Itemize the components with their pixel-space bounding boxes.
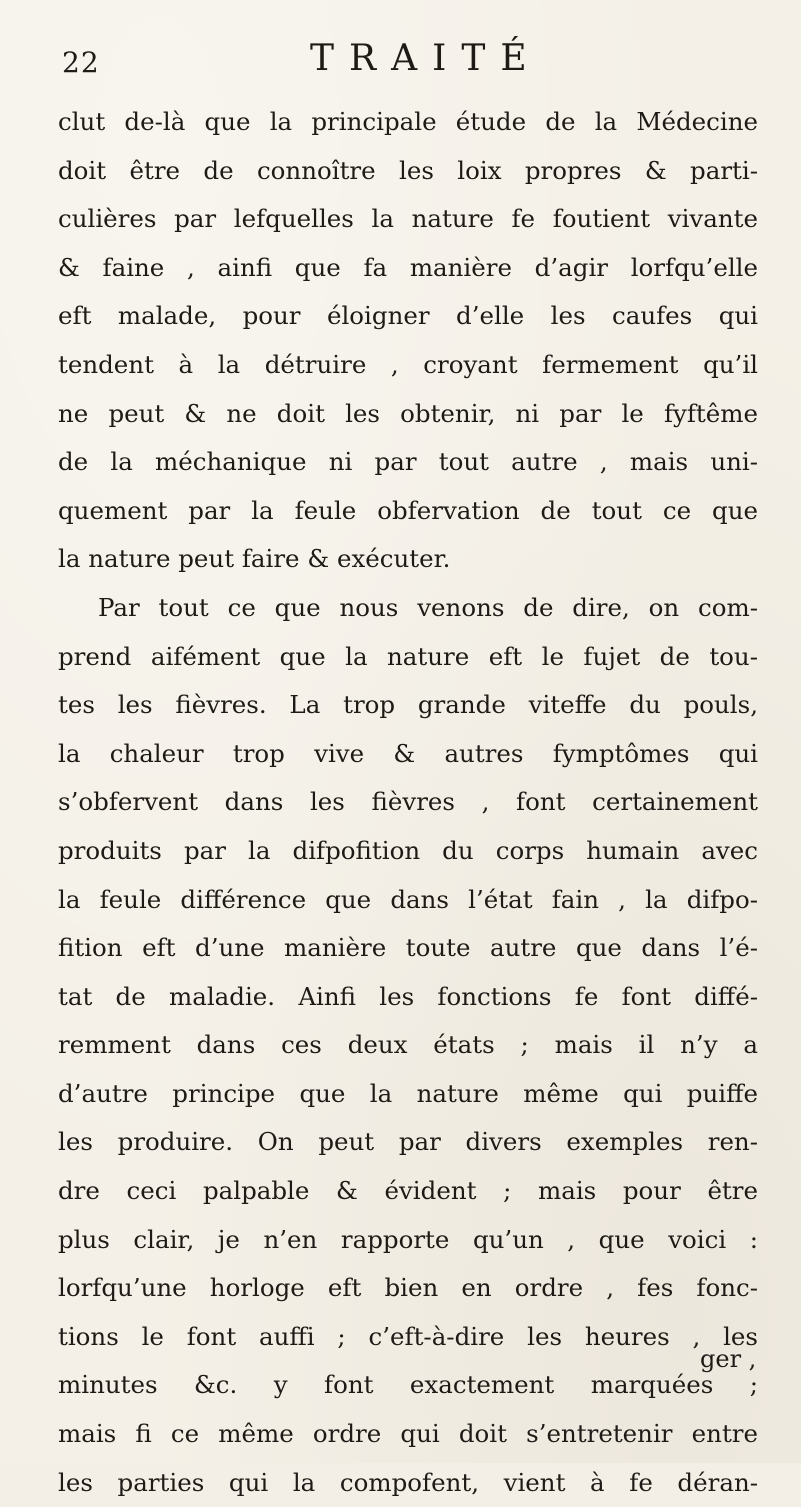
text-line: la nature peut faire & exécuter. xyxy=(58,544,451,574)
text-line: culières par lefquelles la nature fe foutient vivante xyxy=(58,204,758,234)
text-line: minutes &c. y font exactement marquées ; xyxy=(58,1370,758,1400)
text-line: la feule différence que dans l’état fain , la difpo- xyxy=(58,884,758,914)
text-line: tendent à la détruire , croyant fermement qu’il xyxy=(58,349,758,379)
text-line: lorfqu’une horloge eft bien en ordre , fes fonc- xyxy=(58,1273,758,1303)
running-title: TRAITÉ xyxy=(310,38,542,79)
body-text xyxy=(58,98,758,1507)
text-line: quement par la feule obfervation de tout ce que xyxy=(58,495,758,525)
text-line: prend aifément que la nature eft le fujet de tou- xyxy=(58,641,758,671)
text-line: plus clair, je n’en rapporte qu’un , que voici : xyxy=(58,1224,758,1254)
text-line: la chaleur trop vive & autres fymptômes qui xyxy=(58,738,758,768)
text-line: d’autre principe que la nature même qui puiffe xyxy=(58,1078,758,1108)
text-line: doit être de connoître les loix propres & parti- xyxy=(58,155,758,185)
text-line: les produire. On peut par divers exemples ren- xyxy=(58,1127,758,1157)
text-line: fition eft d’une manière toute autre que dans l’é- xyxy=(58,933,758,963)
text-line: Par tout ce que nous venons de dire, on com- xyxy=(98,592,758,622)
text-line: les parties qui la compofent, vient à fe déran- xyxy=(58,1467,758,1497)
text-line: clut de-là que la principale étude de la Médecine xyxy=(58,107,758,136)
page-number: 22 xyxy=(62,46,100,79)
text-line: eft malade, pour éloigner d’elle les caufes qui xyxy=(58,301,758,331)
catchword: ger , xyxy=(700,1345,757,1373)
text-line: & faine , ainfi que fa manière d’agir lorfqu’elle xyxy=(58,252,758,282)
text-line: dre ceci palpable & évident ; mais pour être xyxy=(58,1176,758,1206)
text-line: mais fi ce même ordre qui doit s’entretenir entre xyxy=(58,1419,758,1449)
text-line: s’obfervent dans les fièvres , font certainement xyxy=(58,787,758,817)
text-line: produits par la difpofition du corps humain avec xyxy=(58,835,758,865)
text-line: tat de maladie. Ainfi les fonctions fe font diffé- xyxy=(58,981,758,1011)
text-line: de la méchanique ni par tout autre , mais uni- xyxy=(58,447,758,477)
page-header xyxy=(60,38,760,82)
text-line: tions le font auffi ; c’eft-à-dire les heures , les xyxy=(58,1321,758,1351)
text-line: ne peut & ne doit les obtenir, ni par le fyftême xyxy=(58,398,758,428)
text-line: remment dans ces deux états ; mais il n’y a xyxy=(58,1030,758,1060)
text-line: tes les fièvres. La trop grande viteffe du pouls, xyxy=(58,690,758,720)
